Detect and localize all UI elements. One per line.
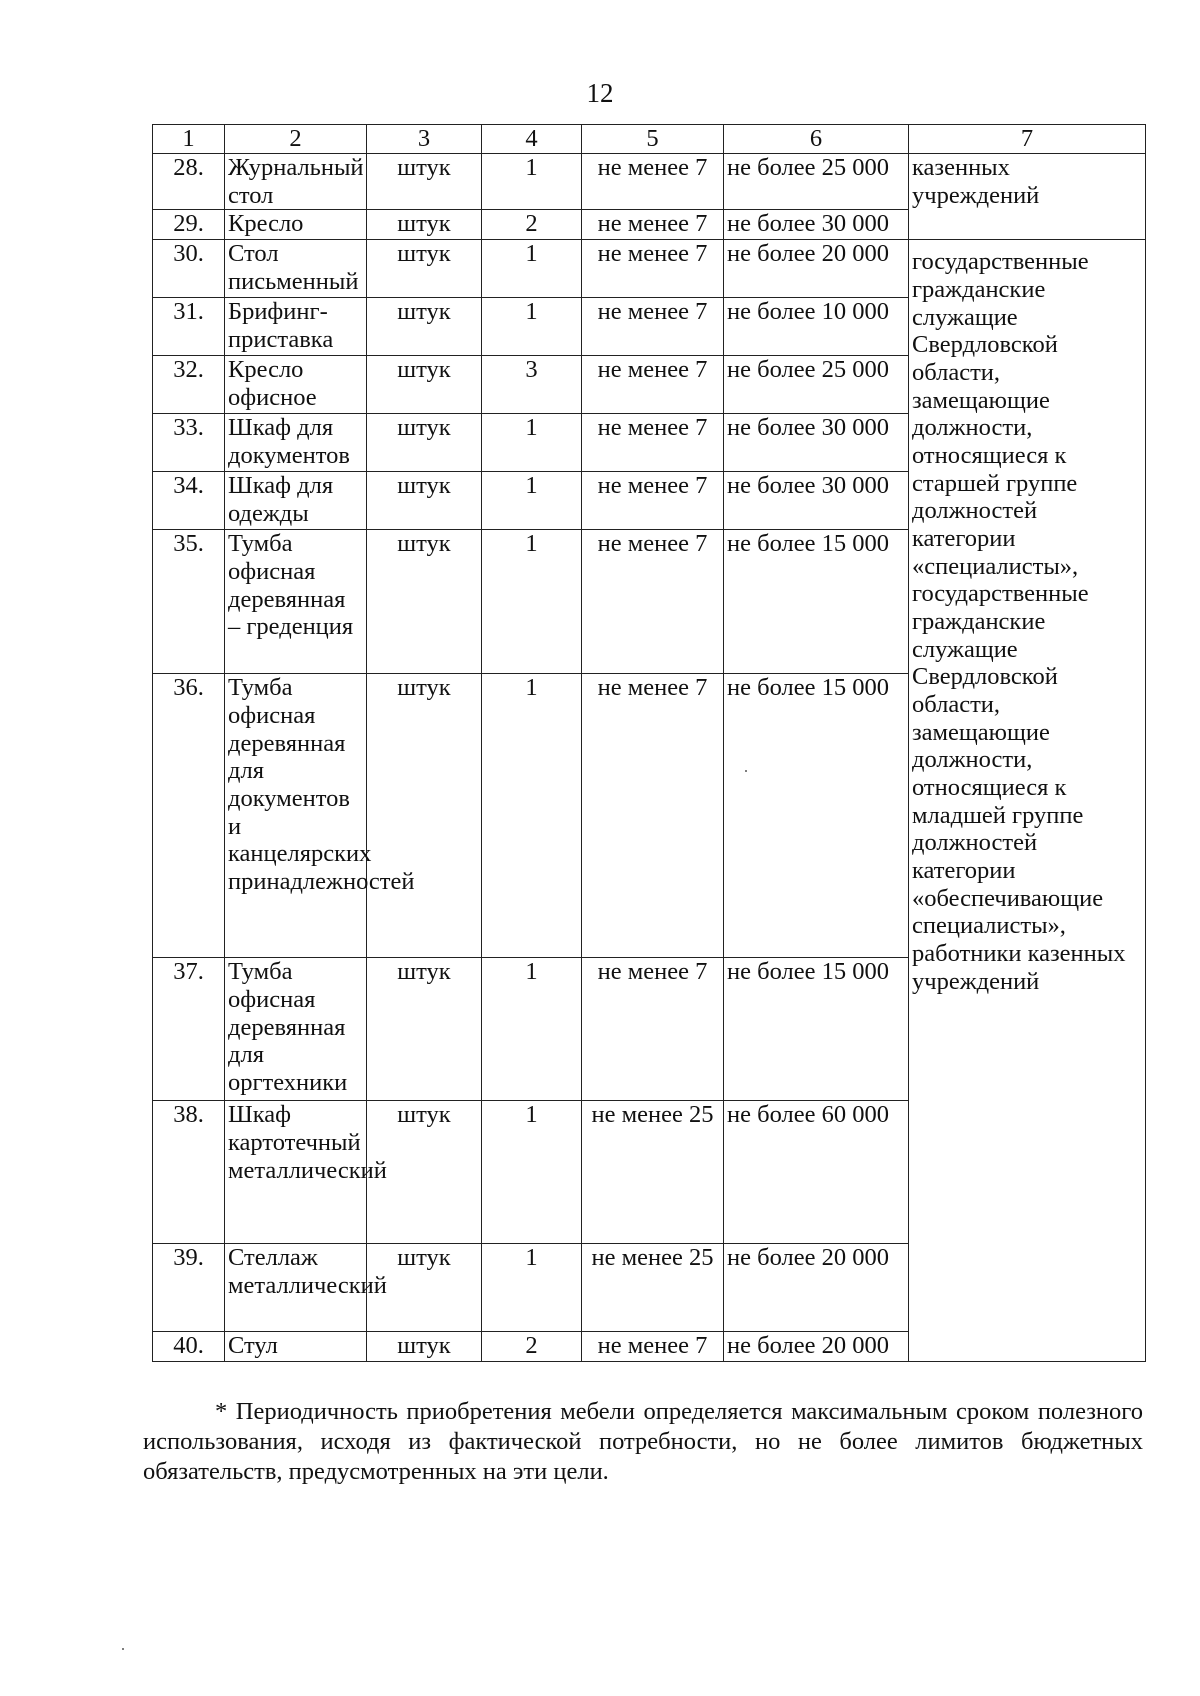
item-quantity: 2 <box>482 1332 582 1362</box>
item-unit: штук <box>367 154 482 210</box>
item-price: не более 15 000 <box>724 958 909 1101</box>
item-unit: штук <box>367 530 482 674</box>
item-unit: штук <box>367 674 482 958</box>
item-quantity: 1 <box>482 298 582 356</box>
item-unit: штук <box>367 240 482 298</box>
page-number: 12 <box>586 78 614 108</box>
item-name: Стул <box>225 1332 367 1362</box>
row-number: 30. <box>153 240 225 298</box>
furniture-norms-table <box>152 124 1146 1362</box>
item-quantity: 1 <box>482 240 582 298</box>
item-term: не менее 7 <box>582 210 724 240</box>
item-name: Стол письменный <box>225 240 367 298</box>
item-unit: штук <box>367 472 482 530</box>
item-quantity: 1 <box>482 674 582 958</box>
item-term: не менее 7 <box>582 240 724 298</box>
col-header-category: 7 <box>909 125 1146 154</box>
item-term: не менее 7 <box>582 298 724 356</box>
item-term: не менее 7 <box>582 154 724 210</box>
item-unit: штук <box>367 356 482 414</box>
item-unit: штук <box>367 414 482 472</box>
item-term: не менее 7 <box>582 414 724 472</box>
item-unit: штук <box>367 1244 482 1332</box>
scan-speck <box>122 1648 124 1650</box>
item-price: не более 25 000 <box>724 154 909 210</box>
row-number: 29. <box>153 210 225 240</box>
item-price: не более 30 000 <box>724 414 909 472</box>
item-name: Тумба офисная деревянная для оргтехники <box>225 958 367 1101</box>
table-row <box>153 154 1146 210</box>
col-header-price: 6 <box>724 125 909 154</box>
item-name: Тумба офисная деревянная для документов и канцелярских принадлежностей <box>225 674 367 958</box>
item-term: не менее 25 <box>582 1244 724 1332</box>
row-number: 36. <box>153 674 225 958</box>
item-quantity: 1 <box>482 530 582 674</box>
item-quantity: 1 <box>482 472 582 530</box>
item-name: Журнальный стол <box>225 154 367 210</box>
item-price: не более 30 000 <box>724 210 909 240</box>
item-name: Тумба офисная деревянная – греденция <box>225 530 367 674</box>
item-term: не менее 7 <box>582 530 724 674</box>
row-number: 34. <box>153 472 225 530</box>
col-header-name: 2 <box>225 125 367 154</box>
row-number: 31. <box>153 298 225 356</box>
item-name: Кресло <box>225 210 367 240</box>
item-quantity: 1 <box>482 1101 582 1244</box>
col-header-unit: 3 <box>367 125 482 154</box>
item-name: Шкаф картотечный металлический <box>225 1101 367 1244</box>
item-price: не более 60 000 <box>724 1101 909 1244</box>
item-quantity: 1 <box>482 1244 582 1332</box>
item-term: не менее 7 <box>582 958 724 1101</box>
item-quantity: 1 <box>482 414 582 472</box>
item-price: не более 25 000 <box>724 356 909 414</box>
item-name: Шкаф для одежды <box>225 472 367 530</box>
row-number: 37. <box>153 958 225 1101</box>
item-price: не более 10 000 <box>724 298 909 356</box>
row-number: 28. <box>153 154 225 210</box>
row-number: 35. <box>153 530 225 674</box>
row-number: 39. <box>153 1244 225 1332</box>
item-price: не более 20 000 <box>724 240 909 298</box>
col-header-quantity: 4 <box>482 125 582 154</box>
category-cell-main: государственные гражданские служащие Свердловской области, замещающие должности, относящиеся к старшей группе должностей категории «специалисты», государственные гражданские служащие Свердловской области, замещающие должности, относящиеся к младшей группе должностей категории «обеспечивающие специалисты», работники казенных учреждений <box>909 240 1146 1362</box>
item-quantity: 1 <box>482 958 582 1101</box>
item-name: Кресло офисное <box>225 356 367 414</box>
row-number: 38. <box>153 1101 225 1244</box>
item-term: не менее 7 <box>582 674 724 958</box>
item-unit: штук <box>367 958 482 1101</box>
item-unit: штук <box>367 1332 482 1362</box>
item-quantity: 2 <box>482 210 582 240</box>
table-header-row <box>153 125 1146 154</box>
table-row <box>153 240 1146 298</box>
item-price: не более 15 000 <box>724 674 909 958</box>
item-quantity: 1 <box>482 154 582 210</box>
item-price: не более 20 000 <box>724 1332 909 1362</box>
item-name: Шкаф для документов <box>225 414 367 472</box>
item-term: не менее 7 <box>582 1332 724 1362</box>
scan-speck <box>745 770 747 772</box>
item-unit: штук <box>367 1101 482 1244</box>
category-cell-top: казенных учреждений <box>909 154 1146 240</box>
item-name: Брифинг-приставка <box>225 298 367 356</box>
item-term: не менее 25 <box>582 1101 724 1244</box>
item-price: не более 20 000 <box>724 1244 909 1332</box>
item-name: Стеллаж металлический <box>225 1244 367 1332</box>
row-number: 32. <box>153 356 225 414</box>
row-number: 33. <box>153 414 225 472</box>
item-unit: штук <box>367 210 482 240</box>
col-header-term: 5 <box>582 125 724 154</box>
item-price: не более 15 000 <box>724 530 909 674</box>
row-number: 40. <box>153 1332 225 1362</box>
item-price: не более 30 000 <box>724 472 909 530</box>
item-term: не менее 7 <box>582 356 724 414</box>
item-unit: штук <box>367 298 482 356</box>
item-term: не менее 7 <box>582 472 724 530</box>
item-quantity: 3 <box>482 356 582 414</box>
footnote: * Периодичность приобретения мебели определяется максимальным сроком полезного использования, исходя из фактической потребности, но не более лимитов бюджетных обязательств, предусмотренных на эти цели. <box>143 1398 1143 1485</box>
col-header-number: 1 <box>153 125 225 154</box>
